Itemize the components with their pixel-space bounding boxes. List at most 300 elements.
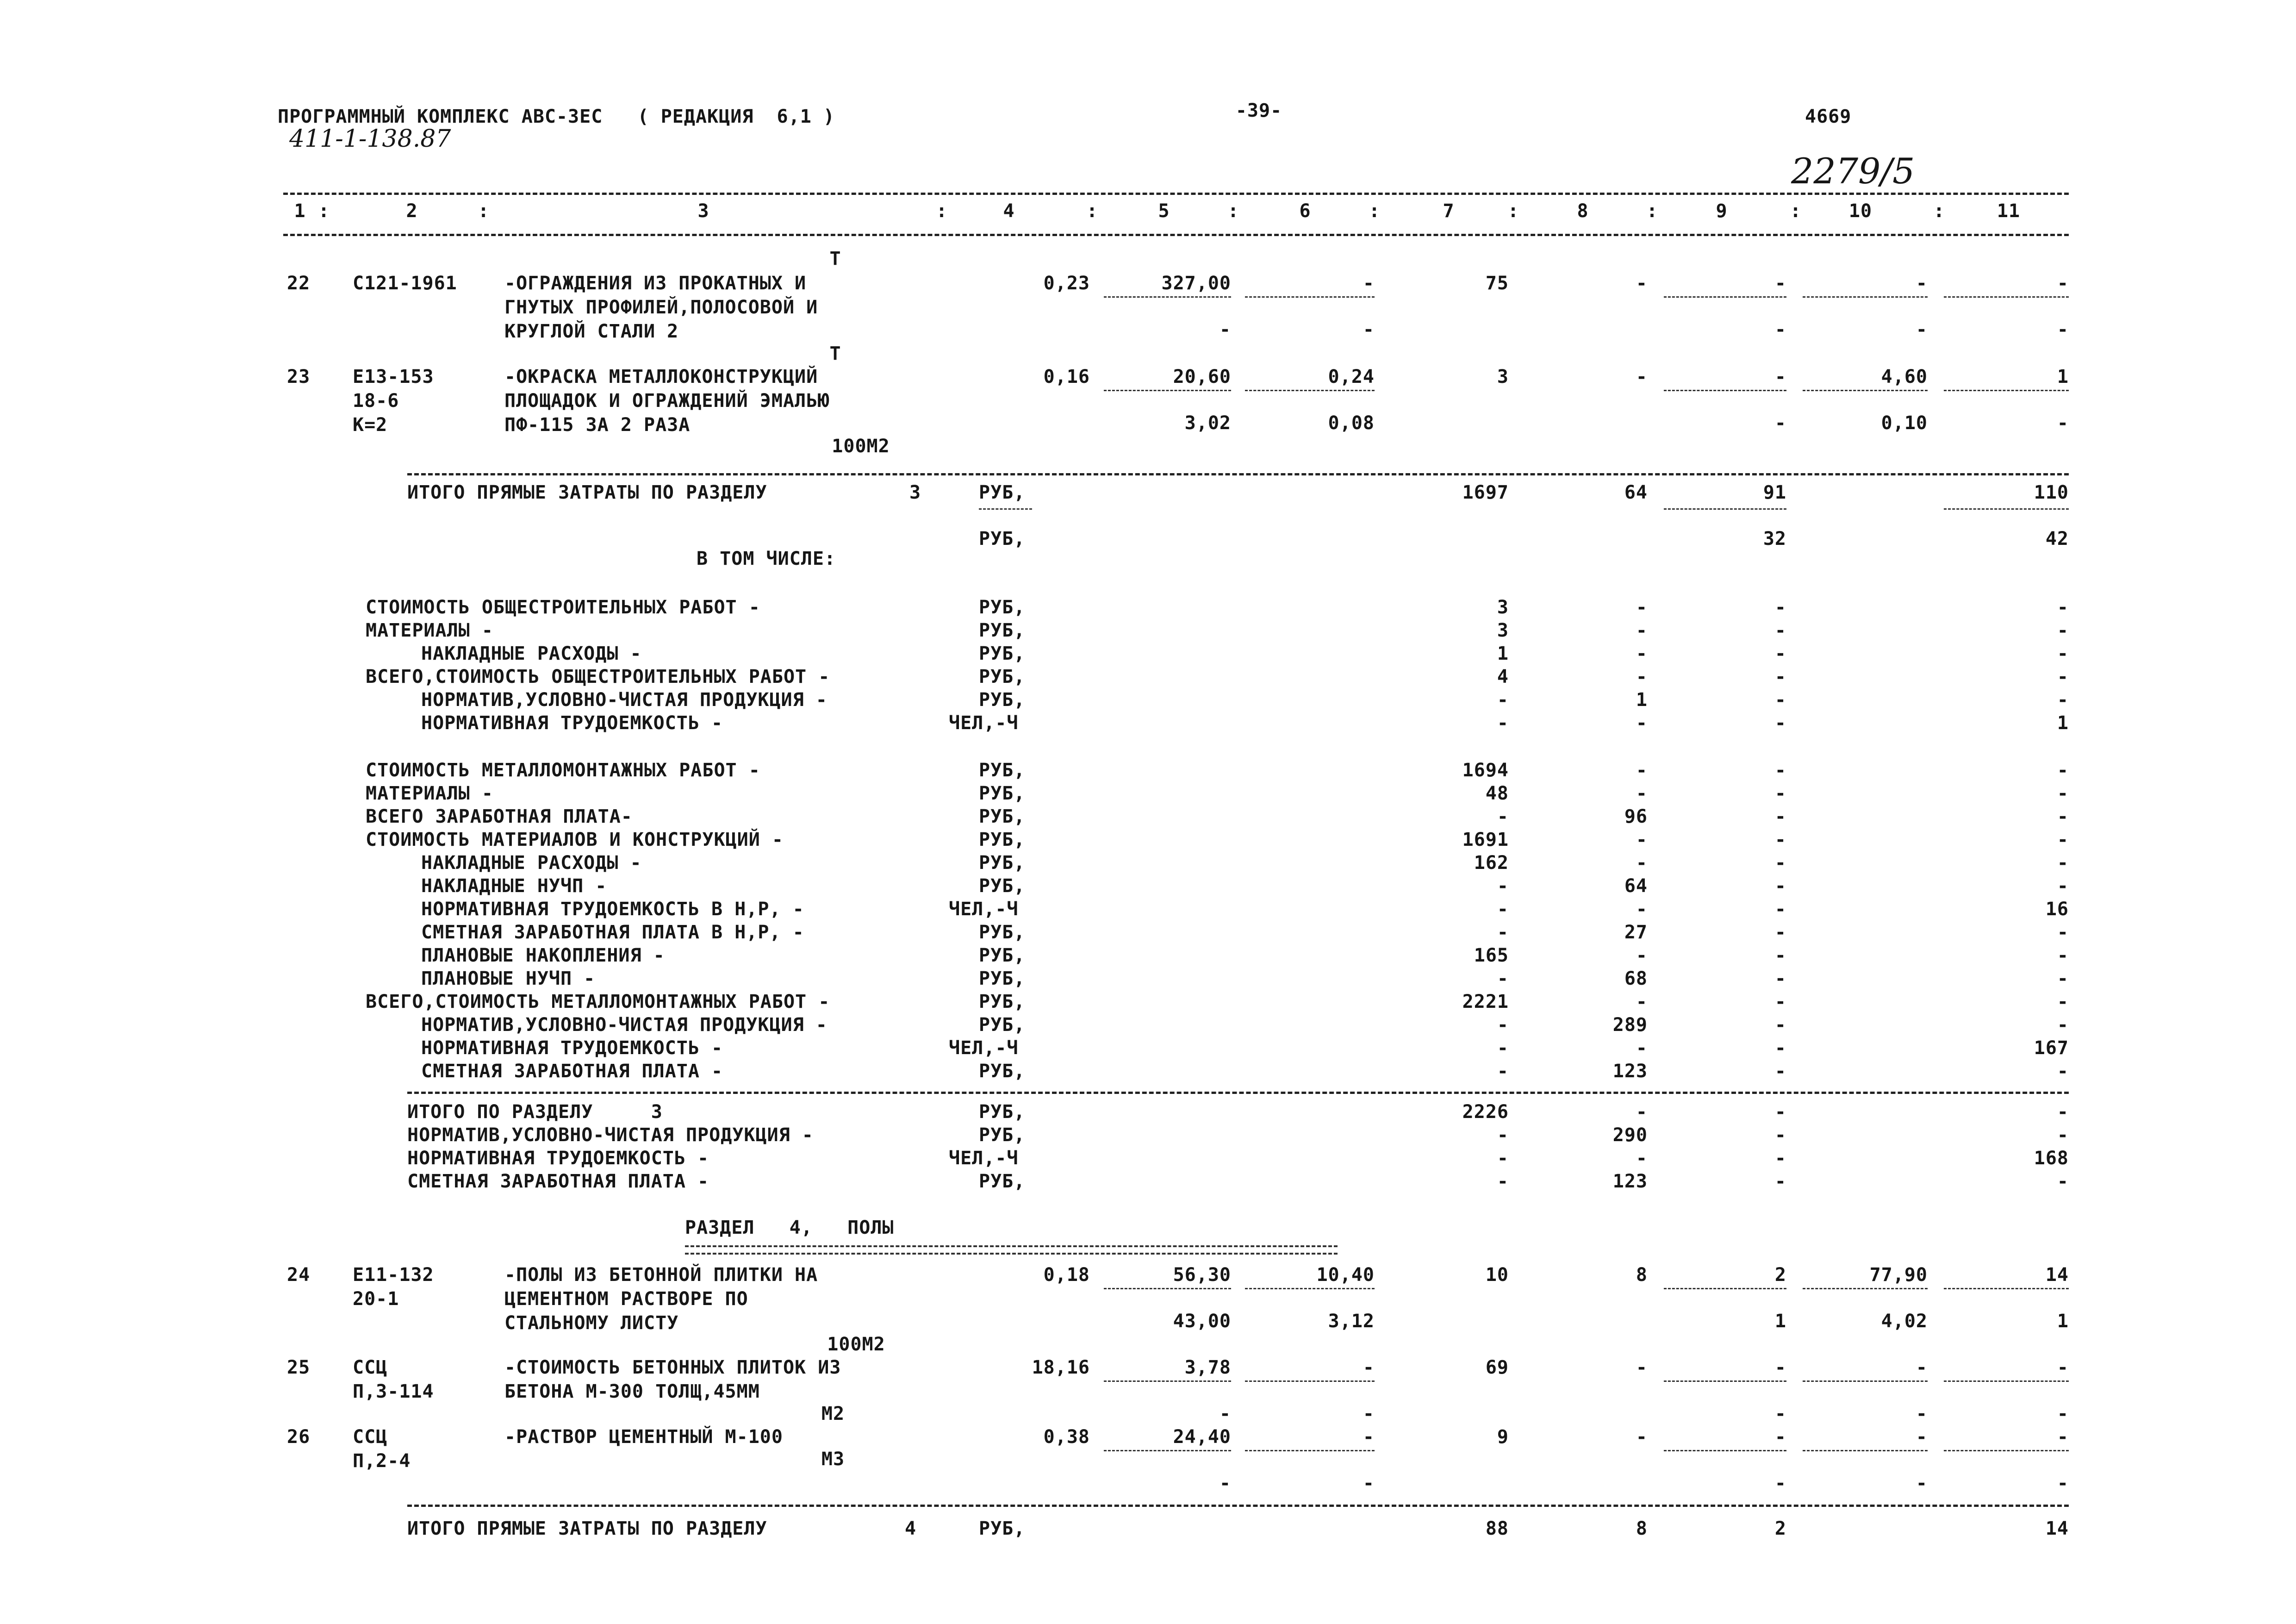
summary-label: НАКЛАДНЫЕ РАСХОДЫ -: [421, 643, 642, 664]
summary-unit: РУБ,: [979, 945, 1026, 966]
cell-total: 69: [1485, 1357, 1509, 1378]
item-description: ГНУТЫХ ПРОФИЛЕЙ,ПОЛОСОВОЙ И: [504, 297, 818, 318]
cell-wage: -: [1363, 273, 1375, 294]
summary-label: МАТЕРИАЛЫ -: [366, 783, 493, 804]
summary-c8: 68: [1624, 968, 1648, 989]
summary-label: НОРМАТИВНАЯ ТРУДОЕМКОСТЬ -: [421, 1037, 723, 1059]
section-total-label: ИТОГО ПО РАЗДЕЛУ 3: [407, 1101, 663, 1123]
cell-qty: 0,38: [1043, 1426, 1090, 1448]
summary-label: СТОИМОСТЬ МЕТАЛЛОМОНТАЖНЫХ РАБОТ -: [366, 760, 760, 781]
summary-c7: 2221: [1462, 991, 1509, 1012]
summary-c9: -: [1774, 597, 1786, 618]
cell-wage: 0,24: [1328, 366, 1375, 387]
summary-c11: -: [2057, 760, 2069, 781]
summary-c7: -: [1497, 899, 1509, 920]
summary-label: СТОИМОСТЬ ОБЩЕСТРОИТЕЛЬНЫХ РАБОТ -: [366, 597, 760, 618]
total-c8: 64: [1624, 482, 1648, 503]
summary-unit: РУБ,: [979, 991, 1026, 1012]
section-total-c8: -: [1636, 1101, 1648, 1123]
summary-label: СМЕТНАЯ ЗАРАБОТНАЯ ПЛАТА -: [421, 1061, 723, 1082]
cell-wages-total: -: [1636, 273, 1648, 294]
summary-c11: -: [2057, 1014, 2069, 1036]
summary-c7: -: [1497, 1014, 1509, 1036]
summary-c9: -: [1774, 991, 1786, 1012]
summary-c9: -: [1774, 829, 1786, 850]
cell-unit-cost-sub: 43,00: [1173, 1311, 1231, 1332]
cell-qty: 0,18: [1043, 1264, 1090, 1286]
total-unit: РУБ,: [979, 482, 1026, 503]
total-c11: 110: [2034, 482, 2069, 503]
item-unit: М3: [821, 1449, 845, 1470]
summary-c9: -: [1774, 1014, 1786, 1036]
summary-c8: -: [1636, 1037, 1648, 1059]
summary-unit: ЧЕЛ,-Ч: [949, 712, 1019, 734]
cell-separator: [1104, 390, 1231, 391]
cell-total: 3: [1497, 366, 1509, 387]
item-description: СТАЛЬНОМУ ЛИСТУ: [504, 1312, 679, 1334]
summary-label: НАКЛАДНЫЕ РАСХОДЫ -: [421, 852, 642, 874]
cell-unit-cost-sub: -: [1219, 319, 1231, 340]
column-header-cell: 8: [1577, 200, 1589, 222]
section-total-c11: -: [2057, 1101, 2069, 1123]
cell-wage-sub: -: [1363, 1473, 1375, 1494]
item-description: -СТОИМОСТЬ БЕТОННЫХ ПЛИТОК ИЗ: [504, 1357, 841, 1378]
cell-wage-sub: 3,12: [1328, 1311, 1375, 1332]
summary-c9: -: [1774, 1061, 1786, 1082]
summary-c7: -: [1497, 875, 1509, 897]
column-header-cell: :: [318, 200, 330, 222]
section-total-c11: -: [2057, 1124, 2069, 1146]
column-header-cell: 6: [1299, 200, 1311, 222]
cell-labor-unit: 77,90: [1869, 1264, 1928, 1286]
column-header-cell: 1: [294, 200, 306, 222]
summary-c11: -: [2057, 1061, 2069, 1082]
summary-c8: -: [1636, 852, 1648, 874]
section-total-c7: -: [1497, 1148, 1509, 1169]
cell-separator: [1245, 1450, 1375, 1451]
cell-machines: 2: [1774, 1264, 1786, 1286]
section-total-c7: -: [1497, 1171, 1509, 1192]
item-unit-secondary: 100М2: [832, 436, 890, 457]
cell-separator: [1664, 390, 1786, 391]
cell-separator: [1104, 296, 1231, 298]
cell-separator: [1944, 1288, 2069, 1289]
summary-c8: 64: [1624, 875, 1648, 897]
cell-unit-cost-sub: 3,02: [1184, 412, 1231, 434]
section-total-label: СМЕТНАЯ ЗАРАБОТНАЯ ПЛАТА -: [407, 1171, 709, 1192]
cell-labor-total: -: [2057, 1426, 2069, 1448]
header-bottom-rule: [283, 234, 2069, 236]
summary-unit: РУБ,: [979, 760, 1026, 781]
cell-qty: 18,16: [1032, 1357, 1090, 1378]
section4-title: РАЗДЕЛ 4, ПОЛЫ: [685, 1217, 894, 1238]
summary-c8: 123: [1612, 1061, 1648, 1082]
summary-c11: -: [2057, 945, 2069, 966]
summary-c9: -: [1774, 643, 1786, 664]
summary-label: НОРМАТИВ,УСЛОВНО-ЧИСТАЯ ПРОДУКЦИЯ -: [421, 689, 828, 711]
item-description: -РАСТВОР ЦЕМЕНТНЫЙ М-100: [504, 1426, 783, 1448]
summary-label: НОРМАТИВНАЯ ТРУДОЕМКОСТЬ В Н,Р, -: [421, 899, 804, 920]
summary-unit: РУБ,: [979, 1014, 1026, 1036]
section-total-rule: [407, 1092, 2069, 1094]
summary-c9: -: [1774, 620, 1786, 641]
summary-c8: 289: [1612, 1014, 1648, 1036]
summary-c8: -: [1636, 712, 1648, 734]
item-code: К=2: [353, 414, 388, 436]
item-description: ЦЕМЕНТНОМ РАСТВОРЕ ПО: [504, 1288, 748, 1310]
section-total-unit: ЧЕЛ,-Ч: [949, 1148, 1019, 1169]
cell-machines-sub: -: [1774, 1473, 1786, 1494]
item-unit: 100М2: [827, 1334, 885, 1355]
summary-c8: 1: [1636, 689, 1648, 711]
header-top-rule: [283, 193, 2069, 195]
summary-unit: ЧЕЛ,-Ч: [949, 899, 1019, 920]
summary-c11: -: [2057, 922, 2069, 943]
item-description: КРУГЛОЙ СТАЛИ 2: [504, 321, 679, 342]
section-total-c9: -: [1774, 1101, 1786, 1123]
summary-c11: -: [2057, 689, 2069, 711]
summary-label: НОРМАТИВНАЯ ТРУДОЕМКОСТЬ -: [421, 712, 723, 734]
summary-unit: РУБ,: [979, 968, 1026, 989]
summary-c7: 3: [1497, 597, 1509, 618]
summary-label: НАКЛАДНЫЕ НУЧП -: [421, 875, 607, 897]
cell-labor-unit: -: [1916, 1426, 1928, 1448]
section-total-unit: РУБ,: [979, 1101, 1026, 1123]
column-header-cell: :: [1507, 200, 1519, 222]
item-code: ССЦ: [353, 1357, 388, 1378]
cell-labor-total-sub: -: [2057, 319, 2069, 340]
summary-c8: -: [1636, 597, 1648, 618]
summary-unit: РУБ,: [979, 597, 1026, 618]
cell-qty: 0,23: [1043, 273, 1090, 294]
summary-unit: РУБ,: [979, 852, 1026, 874]
section-total-c8: 290: [1612, 1124, 1648, 1146]
column-header-cell: :: [1933, 200, 1945, 222]
cell-labor-unit: -: [1916, 273, 1928, 294]
cell-wage: 10,40: [1316, 1264, 1375, 1286]
cell-unit-cost: 20,60: [1173, 366, 1231, 387]
summary-unit: РУБ,: [979, 643, 1026, 664]
summary-c9: -: [1774, 968, 1786, 989]
cell-wage: -: [1363, 1357, 1375, 1378]
column-header-cell: 9: [1716, 200, 1728, 222]
summary-label: ПЛАНОВЫЕ НУЧП -: [421, 968, 596, 989]
summary-c9: -: [1774, 922, 1786, 943]
section-total-label: НОРМАТИВНАЯ ТРУДОЕМКОСТЬ -: [407, 1148, 709, 1169]
column-header-cell: 7: [1443, 200, 1455, 222]
item-code: С121-1961: [353, 273, 457, 294]
summary-c7: 1: [1497, 643, 1509, 664]
column-header-cell: 11: [1997, 200, 2021, 222]
section-total-c11: -: [2057, 1171, 2069, 1192]
column-header-cell: 5: [1158, 200, 1170, 222]
item-unit: Т: [829, 248, 841, 269]
summary-c11: -: [2057, 829, 2069, 850]
total-unit-secondary: РУБ,: [979, 528, 1026, 550]
summary-c8: 96: [1624, 806, 1648, 827]
cell-labor-unit-sub: 0,10: [1881, 412, 1928, 434]
column-header-cell: :: [1086, 200, 1098, 222]
item-description: ПЛОЩАДОК И ОГРАЖДЕНИЙ ЭМАЛЬЮ: [504, 390, 830, 412]
total-unit-separator: [979, 508, 1032, 510]
summary-c8: -: [1636, 666, 1648, 687]
column-header-cell: :: [1646, 200, 1658, 222]
item-description: ПФ-115 ЗА 2 РАЗА: [504, 414, 691, 436]
summary-c9: -: [1774, 806, 1786, 827]
summary-c11: -: [2057, 806, 2069, 827]
summary-unit: РУБ,: [979, 689, 1026, 711]
summary-c11: -: [2057, 666, 2069, 687]
summary-unit: ЧЕЛ,-Ч: [949, 1037, 1019, 1059]
section-total-c8: -: [1636, 1148, 1648, 1169]
summary-c9: -: [1774, 852, 1786, 874]
item-number: 25: [287, 1357, 311, 1378]
cell-labor-unit-sub: 4,02: [1881, 1311, 1928, 1332]
cell-machines: -: [1774, 366, 1786, 387]
cell-separator: [1803, 1380, 1928, 1382]
cell-labor-total: -: [2057, 273, 2069, 294]
summary-c9: -: [1774, 875, 1786, 897]
summary-c11: -: [2057, 643, 2069, 664]
cell-qty: 0,16: [1043, 366, 1090, 387]
summary-c8: -: [1636, 783, 1648, 804]
summary-c11: -: [2057, 620, 2069, 641]
item-number: 26: [287, 1426, 311, 1448]
cell-total: 9: [1497, 1426, 1509, 1448]
document-number: 4669: [1805, 106, 1852, 127]
column-header-cell: 2: [406, 200, 418, 222]
summary-unit: РУБ,: [979, 620, 1026, 641]
summary-c7: 3: [1497, 620, 1509, 641]
summary-label: СТОИМОСТЬ МАТЕРИАЛОВ И КОНСТРУКЦИЙ -: [366, 829, 784, 850]
summary-c8: -: [1636, 620, 1648, 641]
cell-separator: [1944, 1380, 2069, 1382]
cell-labor-unit: 4,60: [1881, 366, 1928, 387]
cell-total: 10: [1485, 1264, 1509, 1286]
cell-machines-sub: -: [1774, 319, 1786, 340]
total-separator: [1664, 508, 1786, 510]
item-description: -ОКРАСКА МЕТАЛЛОКОНСТРУКЦИЙ: [504, 366, 818, 387]
summary-c7: 1691: [1462, 829, 1509, 850]
summary-c9: -: [1774, 666, 1786, 687]
summary-unit: РУБ,: [979, 829, 1026, 850]
item-number: 24: [287, 1264, 311, 1286]
summary-c9: -: [1774, 945, 1786, 966]
column-header-cell: :: [1790, 200, 1802, 222]
cell-unit-cost-sub: -: [1219, 1403, 1231, 1424]
cell-labor-total-sub: -: [2057, 412, 2069, 434]
cell-separator: [1664, 296, 1786, 298]
cell-separator: [1803, 296, 1928, 298]
cell-unit-cost: 24,40: [1173, 1426, 1231, 1448]
summary-c7: -: [1497, 689, 1509, 711]
item-code: Е13-153: [353, 366, 434, 387]
summary-c11: 16: [2045, 899, 2069, 920]
cell-unit-cost: 327,00: [1161, 273, 1231, 294]
cell-wage-sub: -: [1363, 319, 1375, 340]
summary-c8: -: [1636, 829, 1648, 850]
section-total-c7: -: [1497, 1124, 1509, 1146]
summary-c11: 167: [2034, 1037, 2069, 1059]
section-total-c9: -: [1774, 1148, 1786, 1169]
item-description: -ПОЛЫ ИЗ БЕТОННОЙ ПЛИТКИ НА: [504, 1264, 818, 1286]
item-code: ССЦ: [353, 1426, 388, 1448]
section-total-c11: 168: [2034, 1148, 2069, 1169]
cell-machines-sub: 1: [1774, 1311, 1786, 1332]
column-header-cell: :: [478, 200, 490, 222]
summary-c11: -: [2057, 597, 2069, 618]
cell-separator: [1664, 1288, 1786, 1289]
cell-labor-total: -: [2057, 1357, 2069, 1378]
summary-label: ПЛАНОВЫЕ НАКОПЛЕНИЯ -: [421, 945, 665, 966]
item-code: 20-1: [353, 1288, 399, 1310]
cell-separator: [1104, 1288, 1231, 1289]
cell-wage-sub: 0,08: [1328, 412, 1375, 434]
summary-c7: 165: [1474, 945, 1509, 966]
column-header-cell: 4: [1003, 200, 1015, 222]
section-total-c9: -: [1774, 1171, 1786, 1192]
item-code: П,2-4: [353, 1450, 411, 1472]
column-header-cell: :: [936, 200, 948, 222]
handwritten-stamp: 2279/5: [1791, 150, 1915, 192]
summary-label: ВСЕГО,СТОИМОСТЬ ОБЩЕСТРОИТЕЛЬНЫХ РАБОТ -: [366, 666, 830, 687]
cell-labor-total: 14: [2045, 1264, 2069, 1286]
cell-machines: -: [1774, 1357, 1786, 1378]
summary-c7: -: [1497, 806, 1509, 827]
cell-wages-total: -: [1636, 1426, 1648, 1448]
cell-unit-cost-sub: -: [1219, 1473, 1231, 1494]
cell-labor-total-sub: -: [2057, 1403, 2069, 1424]
item-code: 18-6: [353, 390, 399, 412]
section-total-c8: 123: [1612, 1171, 1648, 1192]
summary-c9: -: [1774, 689, 1786, 711]
page-number: -39-: [1235, 100, 1282, 121]
total-label: ИТОГО ПРЯМЫЕ ЗАТРАТЫ ПО РАЗДЕЛУ: [407, 482, 767, 503]
including-label: В ТОМ ЧИСЛЕ:: [697, 548, 836, 569]
summary-c11: -: [2057, 968, 2069, 989]
summary-unit: РУБ,: [979, 922, 1026, 943]
summary-c9: -: [1774, 783, 1786, 804]
summary-c8: -: [1636, 991, 1648, 1012]
cell-wages-total: -: [1636, 1357, 1648, 1378]
summary-c11: 1: [2057, 712, 2069, 734]
summary-c7: 1694: [1462, 760, 1509, 781]
cell-machines: -: [1774, 273, 1786, 294]
total-c11-sub: 42: [2045, 528, 2069, 550]
cell-labor-total-sub: 1: [2057, 1311, 2069, 1332]
summary-c8: -: [1636, 643, 1648, 664]
total-c9-sub: 32: [1763, 528, 1786, 550]
section3-rule: [407, 473, 2069, 475]
cell-unit-cost: 56,30: [1173, 1264, 1231, 1286]
cell-machines-sub: -: [1774, 1403, 1786, 1424]
summary-c7: 48: [1485, 783, 1509, 804]
item-unit: М2: [821, 1403, 845, 1424]
total4-c9: 2: [1774, 1518, 1786, 1539]
summary-c7: -: [1497, 922, 1509, 943]
summary-c9: -: [1774, 1037, 1786, 1059]
summary-unit: РУБ,: [979, 666, 1026, 687]
summary-c7: -: [1497, 1061, 1509, 1082]
summary-label: СМЕТНАЯ ЗАРАБОТНАЯ ПЛАТА В Н,Р, -: [421, 922, 804, 943]
item-unit: Т: [829, 343, 841, 364]
cell-wages-total: 8: [1636, 1264, 1648, 1286]
cell-wage-sub: -: [1363, 1403, 1375, 1424]
total4-c7: 88: [1485, 1518, 1509, 1539]
cell-machines-sub: -: [1774, 412, 1786, 434]
cell-separator: [1664, 1450, 1786, 1451]
cell-separator: [1803, 1450, 1928, 1451]
cell-separator: [1944, 296, 2069, 298]
section-total-unit: РУБ,: [979, 1124, 1026, 1146]
cell-labor-unit-sub: -: [1916, 1403, 1928, 1424]
item-description: -ОГРАЖДЕНИЯ ИЗ ПРОКАТНЫХ И: [504, 273, 807, 294]
summary-unit: РУБ,: [979, 875, 1026, 897]
cell-separator: [1664, 1380, 1786, 1382]
section-total-label: НОРМАТИВ,УСЛОВНО-ЧИСТАЯ ПРОДУКЦИЯ -: [407, 1124, 814, 1146]
summary-c7: 4: [1497, 666, 1509, 687]
item-number: 22: [287, 273, 311, 294]
cell-separator: [1104, 1450, 1231, 1451]
cell-separator: [1944, 1450, 2069, 1451]
cell-separator: [1245, 1288, 1375, 1289]
summary-unit: РУБ,: [979, 783, 1026, 804]
cell-machines: -: [1774, 1426, 1786, 1448]
total4-c11: 14: [2045, 1518, 2069, 1539]
cell-wages-total: -: [1636, 366, 1648, 387]
summary-c11: -: [2057, 875, 2069, 897]
cell-labor-unit-sub: -: [1916, 1473, 1928, 1494]
item-code: П,3-114: [353, 1381, 434, 1402]
total4-section-num: 4: [905, 1518, 917, 1539]
cell-labor-total: 1: [2057, 366, 2069, 387]
total4-c8: 8: [1636, 1518, 1648, 1539]
total-c9: 91: [1763, 482, 1786, 503]
summary-c8: -: [1636, 945, 1648, 966]
summary-unit: РУБ,: [979, 1061, 1026, 1082]
cell-total: 75: [1485, 273, 1509, 294]
summary-c9: -: [1774, 760, 1786, 781]
column-header-cell: 3: [697, 200, 709, 222]
total4-label: ИТОГО ПРЯМЫЕ ЗАТРАТЫ ПО РАЗДЕЛУ: [407, 1518, 767, 1539]
cell-labor-unit-sub: -: [1916, 319, 1928, 340]
summary-c7: -: [1497, 712, 1509, 734]
section4-double-rule: [685, 1245, 1338, 1255]
cell-separator: [1944, 390, 2069, 391]
cell-separator: [1245, 296, 1375, 298]
cell-labor-unit: -: [1916, 1357, 1928, 1378]
handwritten-code: 411-1-138.87: [289, 125, 451, 153]
column-header-cell: :: [1369, 200, 1381, 222]
cell-separator: [1245, 1380, 1375, 1382]
cell-unit-cost: 3,78: [1184, 1357, 1231, 1378]
item-number: 23: [287, 366, 311, 387]
total4-unit: РУБ,: [979, 1518, 1026, 1539]
summary-c11: -: [2057, 852, 2069, 874]
summary-c9: -: [1774, 899, 1786, 920]
summary-c11: -: [2057, 991, 2069, 1012]
column-header-cell: 10: [1848, 200, 1873, 222]
summary-c11: -: [2057, 783, 2069, 804]
cell-wage: -: [1363, 1426, 1375, 1448]
summary-c7: 162: [1474, 852, 1509, 874]
summary-unit: РУБ,: [979, 806, 1026, 827]
summary-c8: 27: [1624, 922, 1648, 943]
section-total-c7: 2226: [1462, 1101, 1509, 1123]
section4-rule: [407, 1505, 2069, 1507]
section-total-unit: РУБ,: [979, 1171, 1026, 1192]
item-description: БЕТОНА М-300 ТОЛЩ,45ММ: [504, 1381, 760, 1402]
